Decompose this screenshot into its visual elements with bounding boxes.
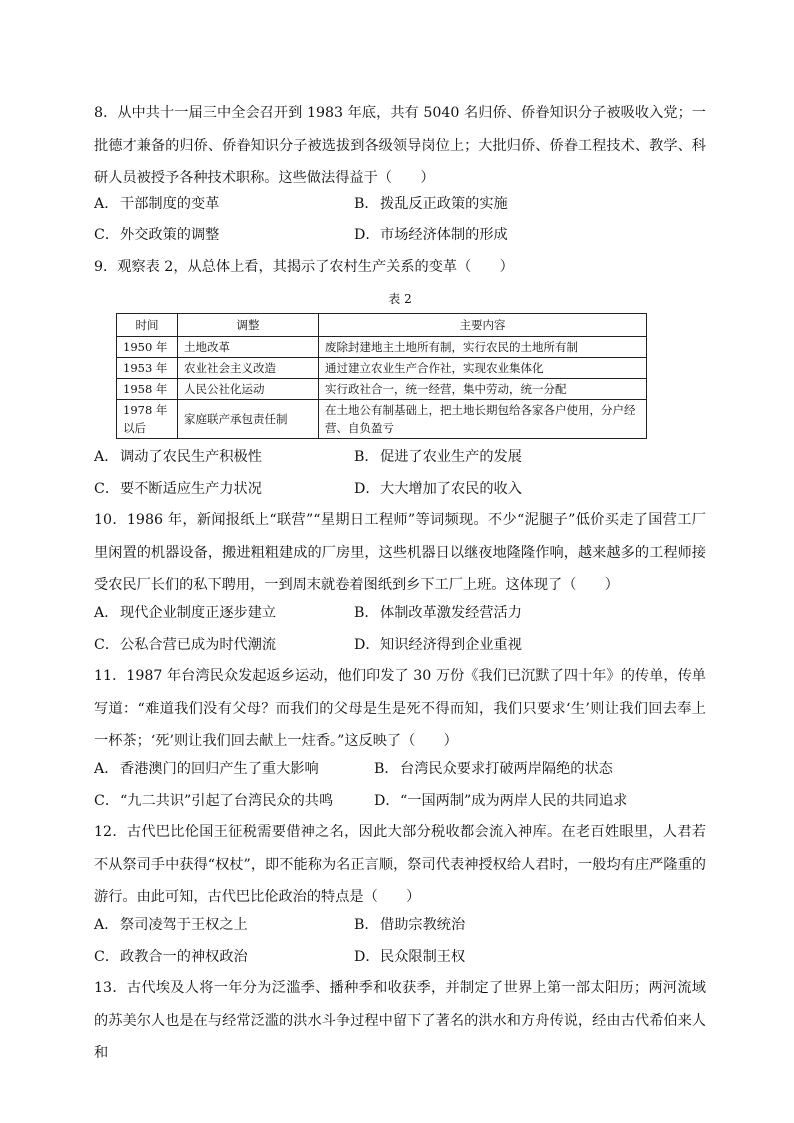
table-cell: 在土地公有制基础上，把土地长期包给各家各户使用，分户经营、自负盈亏 [319, 400, 647, 439]
option-10-c[interactable]: C．公私合营已成为时代潮流 [94, 637, 277, 653]
question-8-options-row-2 [94, 220, 706, 250]
option-9-d[interactable]: D．大大增加了农民的收入 [354, 481, 522, 497]
table-cell: 土地改革 [178, 337, 319, 358]
question-12-options-row-1 [94, 910, 706, 940]
table-row [117, 379, 647, 400]
table-cell: 农业社会主义改造 [178, 358, 319, 379]
option-12-a[interactable]: A． 祭司凌驾于王权之上 [94, 917, 248, 933]
table-row [117, 400, 647, 439]
table-cell: 人民公社化运动 [178, 379, 319, 400]
table-cell: 1950 年 [117, 337, 178, 358]
table-cell: 通过建立农业生产合作社，实现农业集体化 [319, 358, 647, 379]
option-9-c[interactable]: C．要不断适应生产力状况 [94, 481, 262, 497]
question-10-stem: 10．1986 年，新闻报纸上“联营”“星期日工程师”等词频现。不少“泥腿子”低价买走了国营工厂里闲置的机器设备，搬进粗粗建成的厂房里，这些机器日以继夜地隆隆作响，越来越多的工程师接受农民厂长们的私下聘用，一到周末就卷着图纸到乡下工厂上班。这体现了（ ） [94, 512, 706, 593]
option-8-a[interactable]: A． 干部制度的变革 [94, 196, 220, 212]
option-9-a[interactable]: A． 调动了农民生产积极性 [94, 449, 262, 465]
question-12-stem: 12．古代巴比伦国王征税需要借神之名，因此大部分税收都会流入神库。在老百姓眼里，人君若不从祭司手中获得“权杖”，即不能称为名正言顺，祭司代表神授权给人君时，一般均有庄严隆重的游行。由此可知，古代巴比伦政治的特点是（ ） [94, 824, 706, 905]
question-8-options-row-1 [94, 189, 706, 219]
table-header-row [117, 314, 647, 337]
table-cell: 实行政社合一，统一经营，集中劳动，统一分配 [319, 379, 647, 400]
question-12-options-row-2 [94, 942, 706, 972]
option-12-b[interactable]: B．借助宗教统治 [354, 917, 466, 933]
option-10-a[interactable]: A． 现代企业制度正逐步建立 [94, 605, 277, 621]
option-8-b[interactable]: B．拨乱反正政策的实施 [354, 196, 508, 212]
question-9-stem: 9．观察表 2，从总体上看，其揭示了农村生产关系的变革（ ） [94, 259, 514, 275]
option-11-b[interactable]: B．台湾民众要求打破两岸隔绝的状态 [374, 761, 613, 777]
option-11-a[interactable]: A． 香港澳门的回归产生了重大影响 [94, 761, 319, 777]
rural-reform-table [116, 313, 647, 439]
question-9-options-row-1 [94, 442, 706, 472]
option-11-c[interactable]: C．“九二共识”引起了台湾民众的共鸣 [94, 793, 334, 809]
table-cell: 1958 年 [117, 379, 178, 400]
question-11-options-row-2 [94, 786, 706, 816]
table-cell: 家庭联产承包责任制 [178, 400, 319, 439]
table-header-cell: 主要内容 [319, 314, 647, 337]
question-10-options-row-1 [94, 598, 706, 628]
table-row [117, 358, 647, 379]
table-cell: 废除封建地主土地所有制，实行农民的土地所有制 [319, 337, 647, 358]
question-11-stem: 11．1987 年台湾民众发起返乡运动，他们印发了 30 万份《我们已沉默了四十年》的传单，传单写道：“难道我们没有父母？而我们的父母是生是死不得而知，我们只要求‘生’则让我们回去奉上一杯茶；‘死’则让我们回去献上一炷香。”这反映了（ ） [94, 668, 706, 749]
question-8-stem: 8．从中共十一届三中全会召开到 1983 年底，共有 5040 名归侨、侨眷知识分子被吸收入党；一批德才兼备的归侨、侨眷知识分子被选拔到各级领导岗位上；大批归侨、侨眷工程技术、教学、科研人员被授予各种技术职称。这些做法得益于（ ） [94, 105, 706, 186]
question-11-options-row-1 [94, 754, 706, 784]
option-9-b[interactable]: B．促进了农业生产的发展 [354, 449, 522, 465]
table-cell: 1978 年以后 [117, 400, 178, 439]
option-12-c[interactable]: C．政教合一的神权政治 [94, 949, 248, 965]
table-cell: 1953 年 [117, 358, 178, 379]
question-13-stem: 13．古代埃及人将一年分为泛滥季、播种季和收获季，并制定了世界上第一部太阳历；两河流域的苏美尔人也是在与经常泛滥的洪水斗争过程中留下了著名的洪水和方舟传说，经由古代希伯来人和 [94, 980, 706, 1061]
option-10-b[interactable]: B．体制改革激发经营活力 [354, 605, 522, 621]
option-11-d[interactable]: D．“一国两制”成为两岸人民的共同追求 [374, 793, 628, 809]
option-12-d[interactable]: D．民众限制王权 [354, 949, 466, 965]
question-9-options-row-2 [94, 474, 706, 504]
option-8-d[interactable]: D．市场经济体制的形成 [354, 227, 508, 243]
question-10-options-row-2 [94, 630, 706, 660]
table-header-cell: 时间 [117, 314, 178, 337]
table-caption: 表 2 [388, 292, 412, 306]
table-header-cell: 调整 [178, 314, 319, 337]
option-10-d[interactable]: D．知识经济得到企业重视 [354, 637, 522, 653]
table-row [117, 337, 647, 358]
option-8-c[interactable]: C．外交政策的调整 [94, 227, 220, 243]
